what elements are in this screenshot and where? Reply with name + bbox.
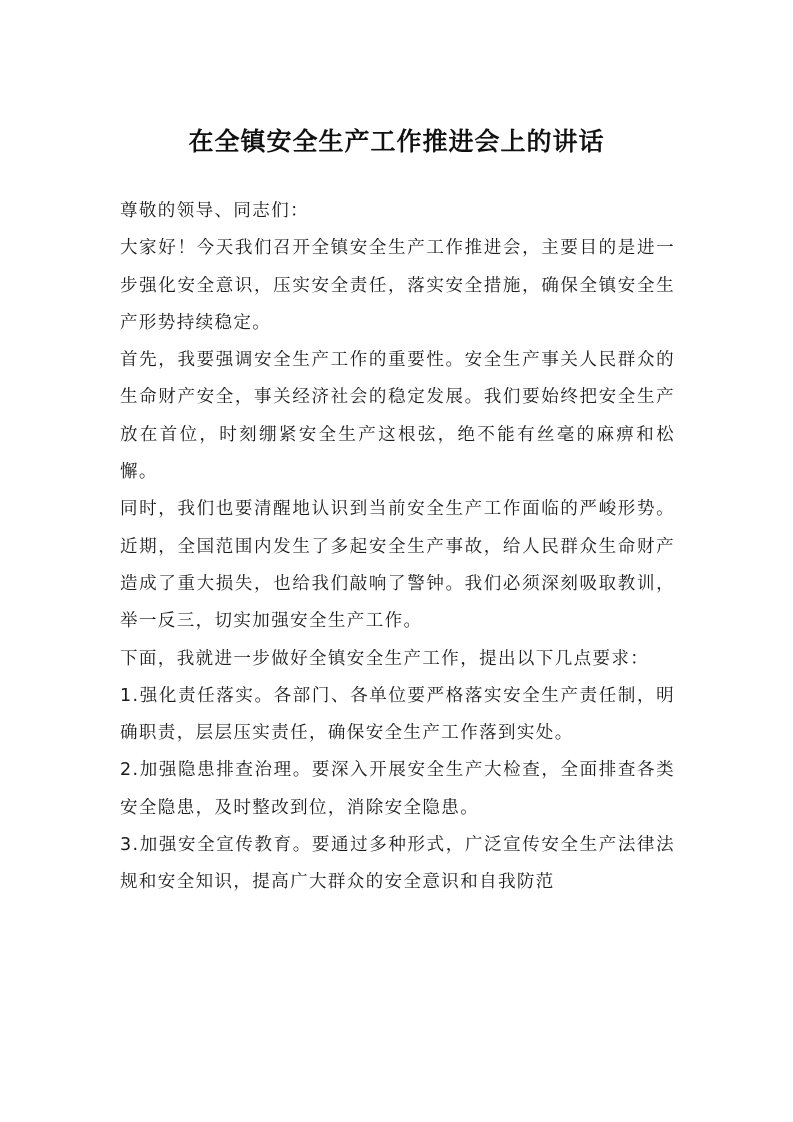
paragraph-opening: 大家好！今天我们召开全镇安全生产工作推进会，主要目的是进一步强化安全意识，压实安全责任，落实安全措施，确保全镇安全生产形势持续稳定。 bbox=[120, 238, 675, 333]
document-title: 在全镇安全生产工作推进会上的讲话 bbox=[188, 127, 605, 156]
requirement-item-1: 1.强化责任落实。各部门、各单位要严格落实安全生产责任制，明确职责，层层压实责任，确保安全生产工作落到实处。 bbox=[120, 685, 675, 744]
requirement-item-3: 3.加强安全宣传教育。要通过多种形式，广泛宣传安全生产法律法规和安全知识，提高广大群众的安全意识和自我防范 bbox=[120, 835, 675, 893]
paragraph-requirements-intro: 下面，我就进一步做好全镇安全生产工作，提出以下几点要求： bbox=[120, 648, 650, 669]
paragraph-importance: 首先，我要强调安全生产工作的重要性。安全生产事关人民群众的生命财产安全，事关经济社会的稳定发展。我们要始终把安全生产放在首位，时刻绷紧安全生产这根弦，绝不能有丝毫的麻痹和松懈。 bbox=[120, 350, 675, 483]
document-body bbox=[120, 193, 675, 902]
paragraph-situation: 同时，我们也要清醒地认识到当前安全生产工作面临的严峻形势。近期，全国范围内发生了多起安全生产事故，给人民群众生命财产造成了重大损失，也给我们敲响了警钟。我们必须深刻吸取教训，举一反三，切实加强安全生产工作。 bbox=[120, 499, 675, 632]
requirement-item-2: 2.加强隐患排查治理。要深入开展安全生产大检查，全面排查各类安全隐患，及时整改到位，消除安全隐患。 bbox=[120, 760, 675, 818]
salutation: 尊敬的领导、同志们： bbox=[120, 201, 309, 221]
